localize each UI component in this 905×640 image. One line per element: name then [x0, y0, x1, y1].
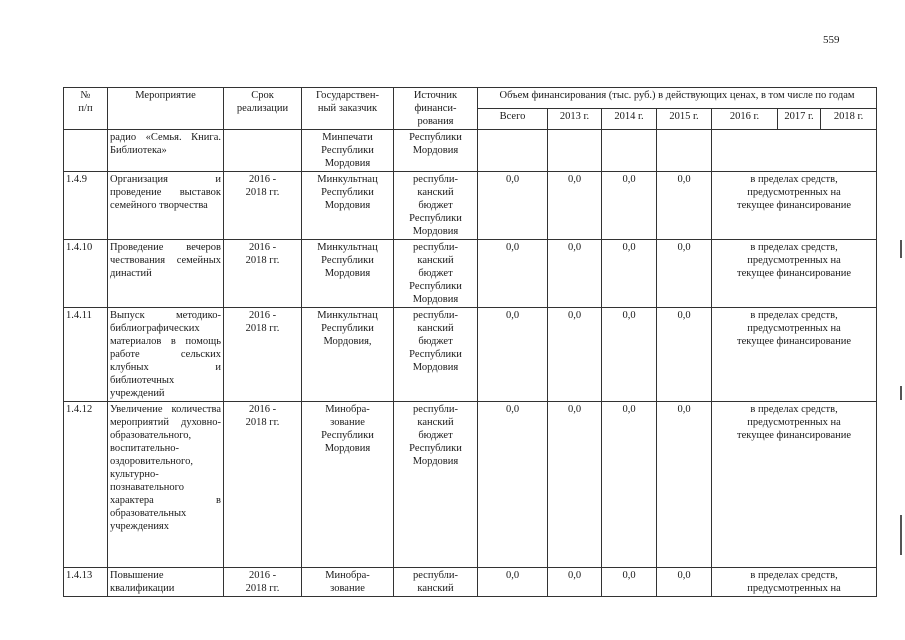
cell-total	[478, 130, 548, 172]
cell-source: республи- канский бюджет Республики Мордовия	[394, 172, 478, 240]
cell-2015: 0,0	[657, 308, 712, 402]
cell-customer: Минкультнац Республики Мордовия,	[302, 308, 394, 402]
header-year: 2017 г.	[778, 109, 821, 130]
cell-note: в пределах средств, предусмотренных на текущее финансирование	[712, 308, 877, 402]
header-customer: Государствен- ный заказчик	[302, 88, 394, 130]
cell-num: 1.4.9	[64, 172, 108, 240]
cell-term: 2016 - 2018 гг.	[224, 568, 302, 597]
cell-2013	[548, 130, 602, 172]
cell-term: 2016 - 2018 гг.	[224, 172, 302, 240]
cell-event: Выпуск методико-библиографических материалов в помощь работе сельских клубных и библиотечных учреждений	[108, 308, 224, 402]
header-event: Мероприятие	[108, 88, 224, 130]
header-volume: Объем финансирования (тыс. руб.) в действующих ценах, в том числе по годам	[478, 88, 877, 109]
cell-event: Организация и проведение выставок семейного творчества	[108, 172, 224, 240]
cell-note	[712, 130, 877, 172]
cell-num: 1.4.11	[64, 308, 108, 402]
cell-num: 1.4.13	[64, 568, 108, 597]
scan-artifact	[900, 386, 902, 400]
cell-term: 2016 - 2018 гг.	[224, 240, 302, 308]
cell-source: республи- канский	[394, 568, 478, 597]
cell-event: Повышение квалификации	[108, 568, 224, 597]
cell-note: в пределах средств, предусмотренных на текущее финансирование	[712, 402, 877, 568]
cell-total: 0,0	[478, 402, 548, 568]
cell-source: Республики Мордовия	[394, 130, 478, 172]
cell-2014: 0,0	[602, 172, 657, 240]
table-row	[64, 240, 877, 308]
header-year: 2015 г.	[657, 109, 712, 130]
cell-2014: 0,0	[602, 240, 657, 308]
table-row	[64, 308, 877, 402]
cell-customer: Минобра- зование	[302, 568, 394, 597]
cell-term: 2016 - 2018 гг.	[224, 308, 302, 402]
header-year: 2016 г.	[712, 109, 778, 130]
cell-2014: 0,0	[602, 568, 657, 597]
scan-artifact	[900, 515, 902, 555]
cell-event: радио «Семья. Книга. Библиотека»	[108, 130, 224, 172]
cell-2013: 0,0	[548, 308, 602, 402]
header-year: 2013 г.	[548, 109, 602, 130]
cell-event: Увеличение количества мероприятий духовно-образовательного, воспитательно-оздоровительного, культурно-познавательного характера в образовательных учреждениях	[108, 402, 224, 568]
cell-term	[224, 130, 302, 172]
header-source: Источник финанси- рования	[394, 88, 478, 130]
cell-term: 2016 - 2018 гг.	[224, 402, 302, 568]
cell-2015: 0,0	[657, 402, 712, 568]
table-header-row	[64, 88, 877, 109]
header-year: Всего	[478, 109, 548, 130]
cell-2015	[657, 130, 712, 172]
cell-num: 1.4.12	[64, 402, 108, 568]
cell-2013: 0,0	[548, 402, 602, 568]
cell-2013: 0,0	[548, 240, 602, 308]
header-term: Срок реализации	[224, 88, 302, 130]
cell-2013: 0,0	[548, 172, 602, 240]
cell-2014: 0,0	[602, 308, 657, 402]
table-row	[64, 402, 877, 568]
table-row	[64, 130, 877, 172]
cell-customer: Минпечати Республики Мордовия	[302, 130, 394, 172]
cell-2013: 0,0	[548, 568, 602, 597]
cell-num	[64, 130, 108, 172]
cell-source: республи- канский бюджет Республики Мордовия	[394, 240, 478, 308]
cell-note: в пределах средств, предусмотренных на	[712, 568, 877, 597]
cell-customer: Минкультнац Республики Мордовия	[302, 172, 394, 240]
cell-customer: Минкультнац Республики Мордовия	[302, 240, 394, 308]
cell-2015: 0,0	[657, 568, 712, 597]
scan-artifact	[900, 240, 902, 258]
cell-source: республи- канский бюджет Республики Мордовия	[394, 308, 478, 402]
cell-note: в пределах средств, предусмотренных на текущее финансирование	[712, 172, 877, 240]
table-row	[64, 568, 877, 597]
header-year: 2018 г.	[821, 109, 877, 130]
page-number: 559	[823, 34, 840, 46]
header-num: № п/п	[64, 88, 108, 130]
cell-total: 0,0	[478, 172, 548, 240]
cell-total: 0,0	[478, 568, 548, 597]
cell-total: 0,0	[478, 240, 548, 308]
financing-table	[63, 87, 877, 597]
cell-2015: 0,0	[657, 240, 712, 308]
cell-2015: 0,0	[657, 172, 712, 240]
table-row	[64, 172, 877, 240]
cell-event: Проведение вечеров чествования семейных династий	[108, 240, 224, 308]
cell-customer: Минобра- зование Республики Мордовия	[302, 402, 394, 568]
cell-note: в пределах средств, предусмотренных на текущее финансирование	[712, 240, 877, 308]
cell-num: 1.4.10	[64, 240, 108, 308]
cell-2014	[602, 130, 657, 172]
cell-source: республи- канский бюджет Республики Мордовия	[394, 402, 478, 568]
header-year: 2014 г.	[602, 109, 657, 130]
cell-2014: 0,0	[602, 402, 657, 568]
cell-total: 0,0	[478, 308, 548, 402]
